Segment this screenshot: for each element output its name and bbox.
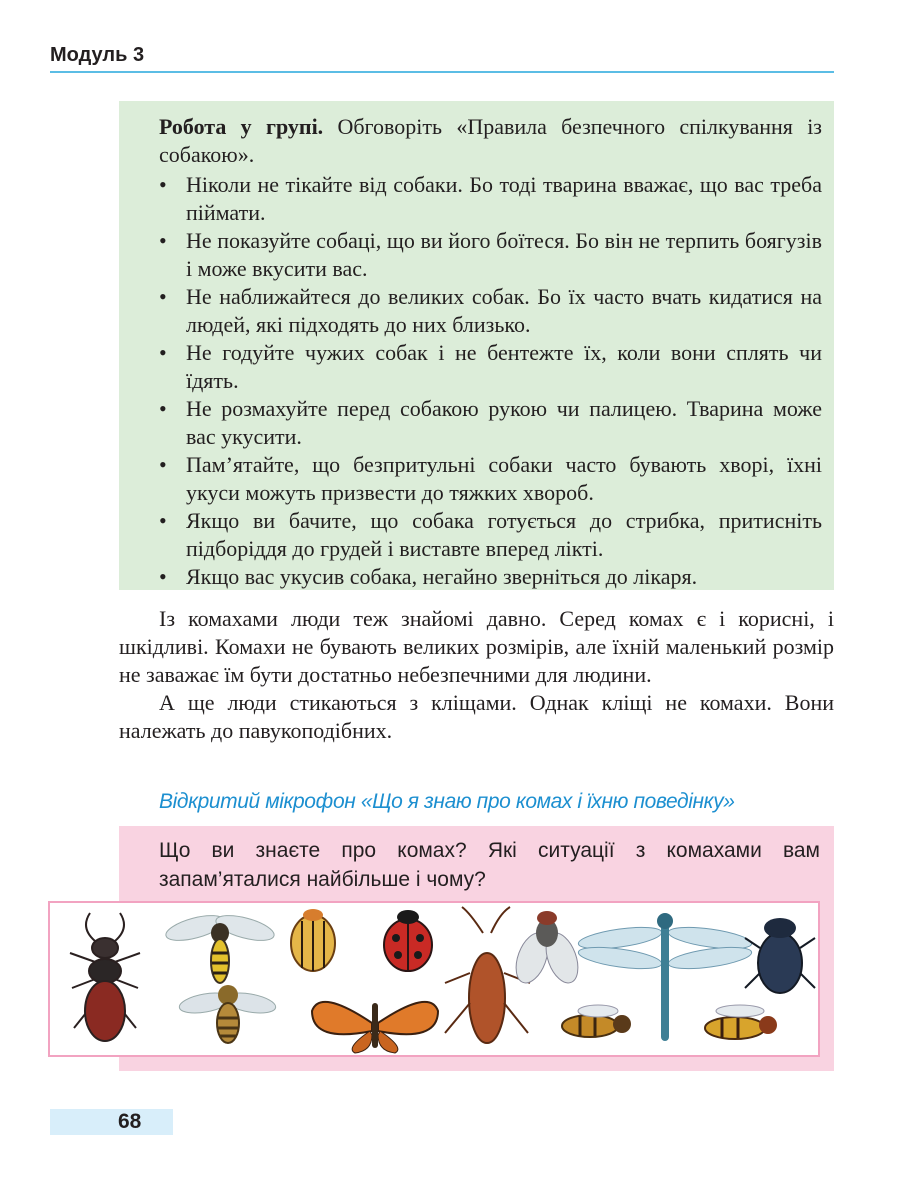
group-work-text: Обговоріть «Правила безпечного спілкування із собакою». — [159, 114, 822, 167]
bullet: • — [159, 452, 167, 477]
bumblebee-image — [178, 985, 277, 1043]
rule-item: • Ніколи не тікайте від собаки. Бо тоді тварина вважає, що вас треба піймати. — [159, 172, 822, 225]
group-work-intro — [159, 113, 822, 169]
insects-svg — [50, 903, 818, 1055]
bullet: • — [159, 172, 167, 197]
dung-beetle-image — [745, 918, 815, 993]
fly-image — [510, 911, 584, 987]
bullet: • — [159, 340, 167, 365]
rule-item: • Не годуйте чужих собак і не бентежте їх, коли вони сплять чи їдять. — [159, 340, 822, 393]
honeybee-image — [562, 1005, 631, 1037]
rule-item: • Не розмахуйте перед собакою рукою чи палицею. Тварина може вас укусити. — [159, 396, 822, 449]
rule-item: • Якщо ви бачите, що собака готується до стрибка, притисніть підборіддя до грудей і виставте вперед лікті. — [159, 508, 822, 561]
rule-item: • Якщо вас укусив собака, негайно зверніться до лікаря. — [159, 564, 698, 589]
rule-item: • Пам’ятайте, що безпритульні собаки часто бувають хворі, їхні укуси можуть призвести до тяжких хвороб. — [159, 452, 822, 505]
paragraph-ticks: А ще люди стикаються з кліщами. Однак кліщі не комахи. Вони належать до павукоподібних. — [119, 690, 834, 743]
rule-item: • Не наближайтеся до великих собак. Бо їх часто вчать кидатися на людей, які підходять до них близько. — [159, 284, 822, 337]
open-mic-question: Що ви знаєте про комах? Які ситуації з комахами вам запам’яталися найбільше і чому? — [159, 839, 820, 891]
header-divider — [50, 71, 834, 73]
wasp-image — [163, 911, 276, 983]
ladybug-image — [384, 910, 432, 971]
body-text — [119, 605, 834, 745]
bullet: • — [159, 228, 167, 253]
bullet: • — [159, 284, 167, 309]
bullet: • — [159, 564, 167, 589]
insects-illustration — [48, 901, 820, 1057]
butterfly-image — [312, 1002, 438, 1053]
rule-item: • Не показуйте собаці, що ви його боїтеся. Бо він не терпить боягузів і може вкусити вас. — [159, 228, 822, 281]
page-number-bar — [50, 1109, 173, 1135]
open-mic-heading: Відкритий мікрофон «Що я знаю про комах і їхню поведінку» — [159, 790, 735, 813]
page-number: 68 — [118, 1110, 142, 1133]
rules-list — [159, 171, 822, 591]
paragraph-insects: Із комахами люди теж знайомі давно. Серед комах є і корисні, і шкідливі. Комахи не бувають великих розмірів, але їхній маленький розмір не заважає їм бути достатньо небезпечними для людини. — [119, 606, 834, 687]
bullet: • — [159, 396, 167, 421]
hornet-image — [705, 1005, 777, 1039]
module-label: Модуль 3 — [50, 44, 145, 66]
group-work-box — [119, 101, 834, 590]
group-work-title: Робота у групі. — [159, 114, 324, 139]
stag-beetle-image — [70, 913, 140, 1041]
bullet: • — [159, 508, 167, 533]
colorado-beetle-image — [291, 909, 335, 971]
